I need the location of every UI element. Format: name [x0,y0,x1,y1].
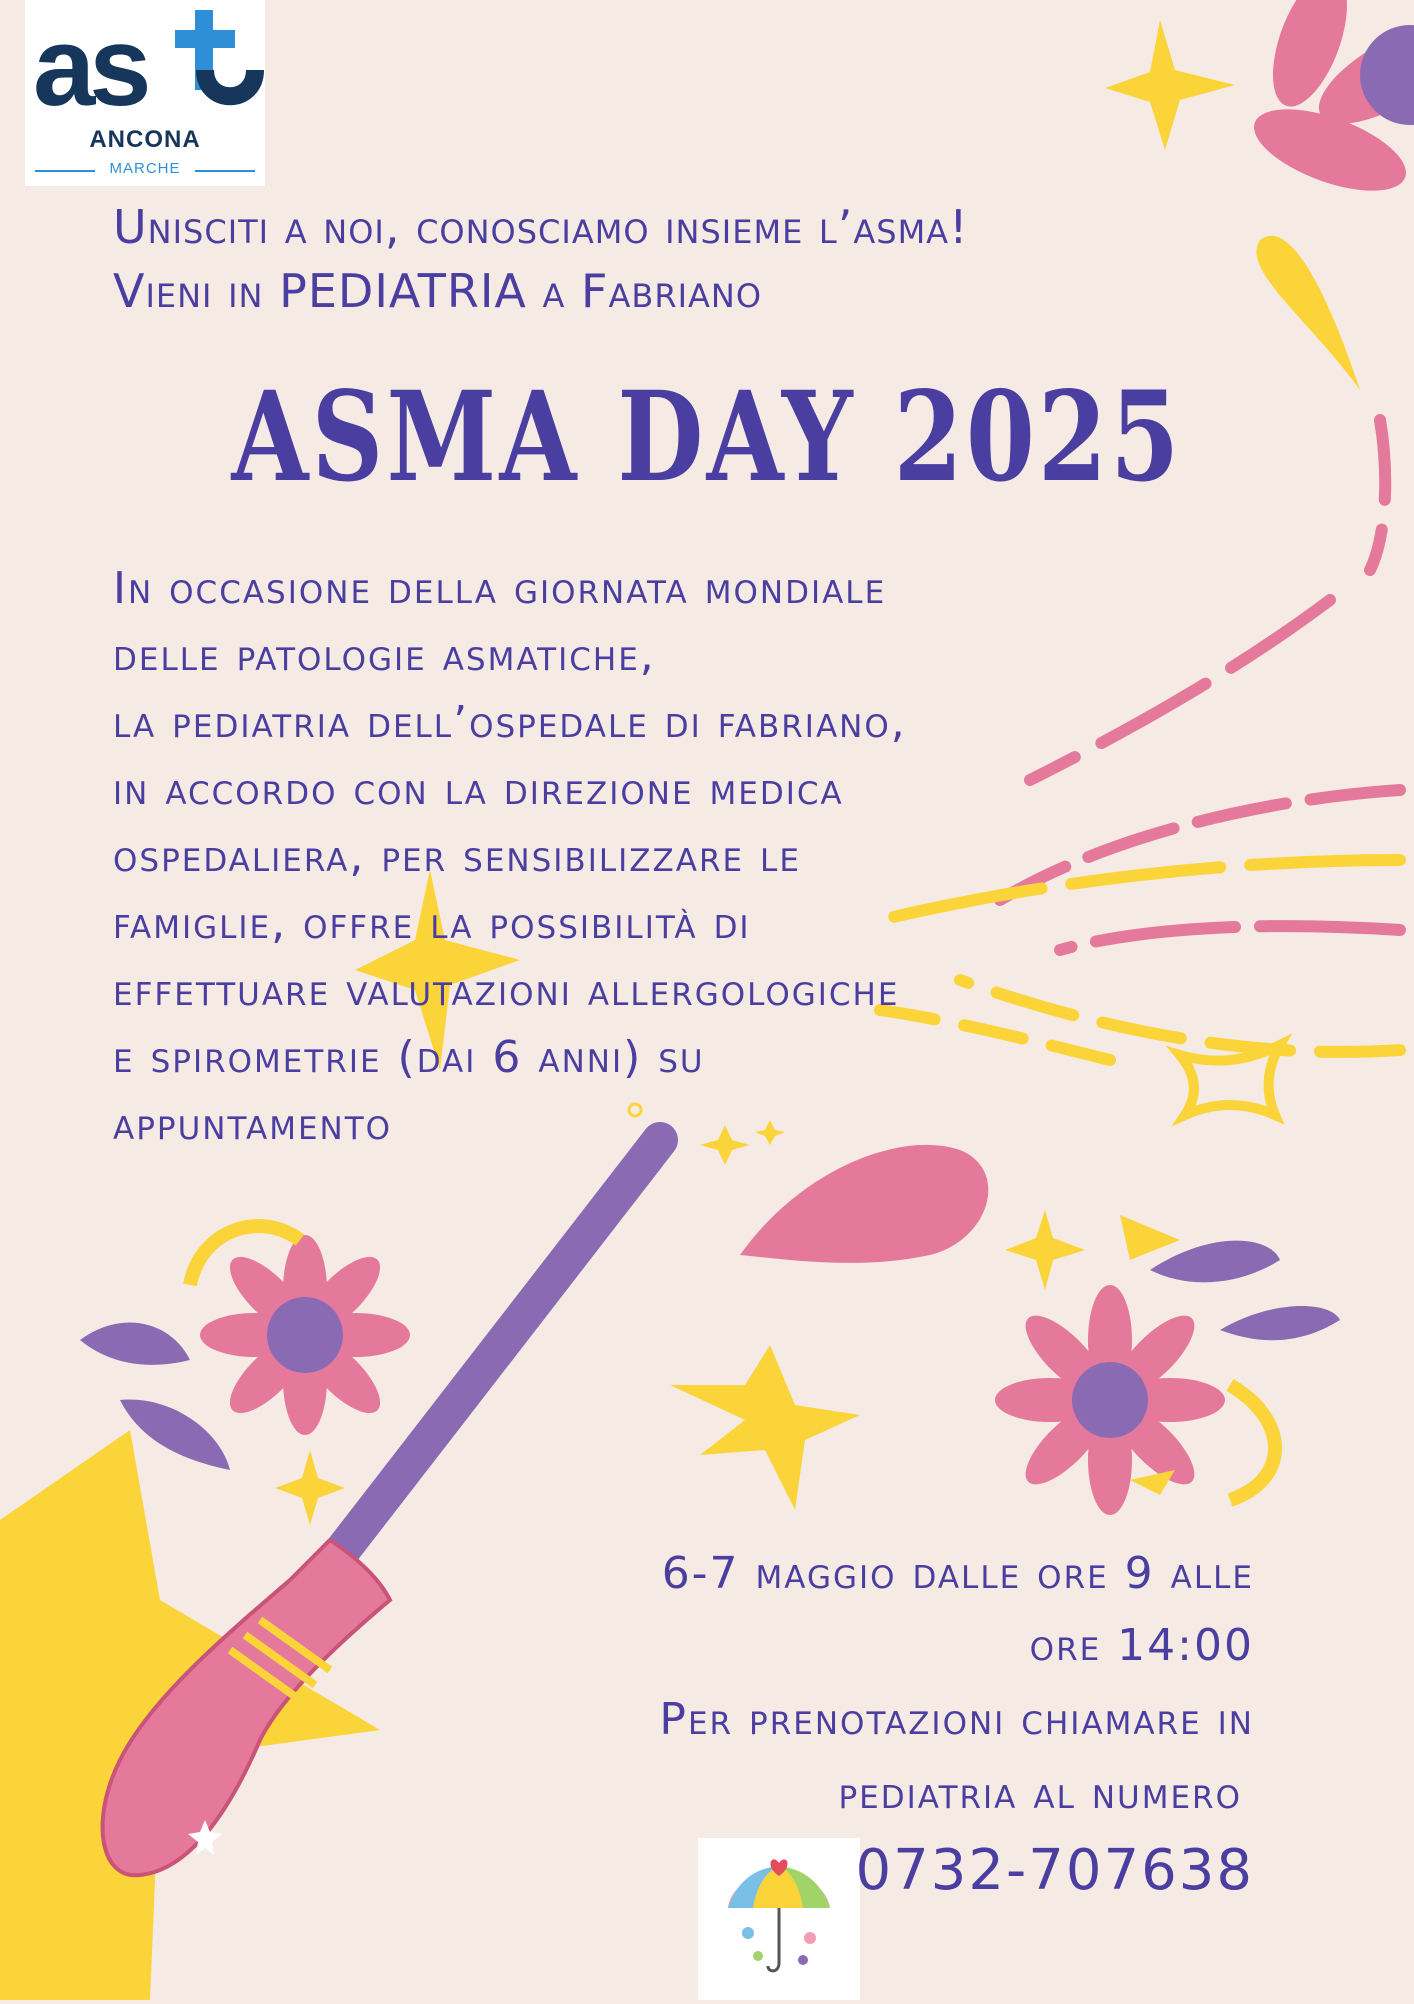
body-line: effettuare valutazioni allergologiche [113,965,900,1016]
yellow-swirl-lines [880,860,1400,1060]
umbrella-image [698,1838,860,2000]
body-line: delle patologie asmatiche, [113,630,656,681]
small-star-icon [275,1450,345,1525]
body-line: ospedaliera, per sensibilizzare le [113,831,801,882]
intro-line-2: Vieni in PEDIATRIA a Fabriano [113,264,763,318]
flower-right-icon [995,1285,1225,1515]
svg-text:as: as [33,4,146,120]
body-line: in accordo con la direzione medica [113,764,844,815]
ast-logo [25,0,265,186]
umbrella-icon [698,1838,860,2000]
ast-logo-icon [25,0,265,120]
booking-line-1: Per prenotazioni chiamare in [659,1694,1254,1745]
intro-line-1: Unisciti a noi, conosciamo insieme l’asma! [113,200,969,254]
purple-drop-icon [1150,1241,1280,1283]
body-line: In occasione della giornata mondiale [113,563,887,614]
intro-text [113,195,969,323]
schedule-line-1: 6-7 maggio dalle ore 9 alle [661,1548,1254,1599]
purple-drop-icon [80,1323,190,1365]
sparkle-icon [1180,1045,1280,1115]
logo-region: MARCHE [109,160,181,177]
page-title: ASMA DAY 2025 [231,365,1183,510]
body-line: appuntamento [113,1099,393,1150]
small-star-icon [1005,1210,1085,1290]
purple-drop-icon [120,1400,230,1470]
flower-top-right-icon [1244,0,1414,207]
schedule-line-2: ore 14:00 [1029,1620,1254,1671]
logo-city: ANCONA [89,126,201,153]
purple-drop-icon [1220,1306,1340,1340]
pink-leaf-icon [740,1145,988,1263]
booking-line-2: pediatria al numero [838,1768,1242,1819]
body-line: la pediatria dell’ospedale di fabriano, [113,697,907,748]
flower-left-icon [200,1235,410,1435]
body-line: e spirometrie (dai 6 anni) su [113,1032,705,1083]
star-top-icon [1105,20,1235,150]
body-text [113,555,907,1158]
body-line: famiglie, offre la possibilità di [113,898,751,949]
star-center-icon [670,1345,860,1510]
phone-number[interactable]: 0732-707638 [855,1838,1254,1903]
